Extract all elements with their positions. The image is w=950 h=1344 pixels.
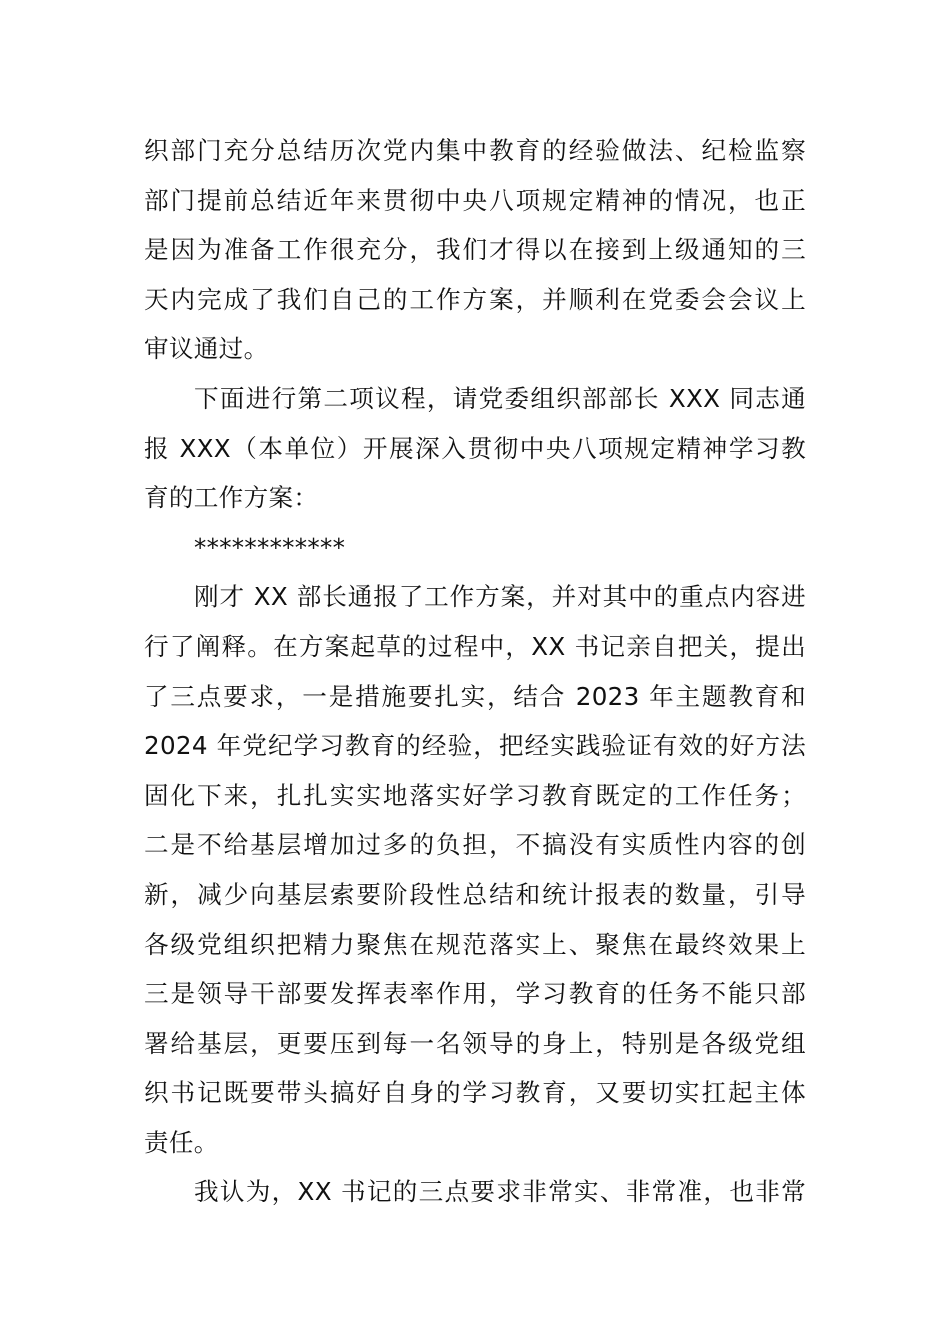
text-line: 审议通过。 xyxy=(144,334,269,364)
text-line: 固化下来，扎扎实实地落实好学习教育既定的工作任务； xyxy=(144,780,806,810)
text-line: ************ xyxy=(194,532,346,562)
text-line: 行了阐释。在方案起草的过程中，XX 书记亲自把关，提出 xyxy=(144,631,806,661)
text-line: 织书记既要带头搞好自身的学习教育，又要切实扛起主体 xyxy=(144,1078,806,1108)
text-line: 我认为，XX 书记的三点要求非常实、非常准，也非常 xyxy=(194,1177,806,1207)
text-line: 三是领导干部要发挥表率作用，学习教育的任务不能只部 xyxy=(144,979,806,1009)
text-line: 下面进行第二项议程，请党委组织部部长 XXX 同志通 xyxy=(194,383,806,413)
text-line: 责任。 xyxy=(144,1127,219,1157)
text-line: 署给基层，更要压到每一名领导的身上，特别是各级党组 xyxy=(144,1028,806,1058)
text-line: 是因为准备工作很充分，我们才得以在接到上级通知的三 xyxy=(144,235,806,265)
text-line: 了三点要求，一是措施要扎实，结合 2023 年主题教育和 xyxy=(144,681,806,711)
text-line: 各级党组织把精力聚焦在规范落实上、聚焦在最终效果上 xyxy=(144,929,806,959)
text-line: 2024 年党纪学习教育的经验，把经实践验证有效的好方法 xyxy=(144,731,806,761)
text-line: 织部门充分总结历次党内集中教育的经验做法、纪检监察 xyxy=(144,136,806,165)
text-line: 天内完成了我们自己的工作方案，并顺利在党委会会议上 xyxy=(144,284,806,314)
text-line: 新，减少向基层索要阶段性总结和统计报表的数量，引导 xyxy=(144,879,806,909)
text-line: 部门提前总结近年来贯彻中央八项规定精神的情况，也正 xyxy=(144,185,806,215)
text-line: 二是不给基层增加过多的负担，不搞没有实质性内容的创 xyxy=(144,830,806,860)
text-line: 刚才 XX 部长通报了工作方案，并对其中的重点内容进 xyxy=(194,582,806,612)
text-line: 育的工作方案： xyxy=(144,483,319,513)
document-body xyxy=(144,126,806,1217)
text-line: 报 XXX（本单位）开展深入贯彻中央八项规定精神学习教 xyxy=(144,433,806,463)
